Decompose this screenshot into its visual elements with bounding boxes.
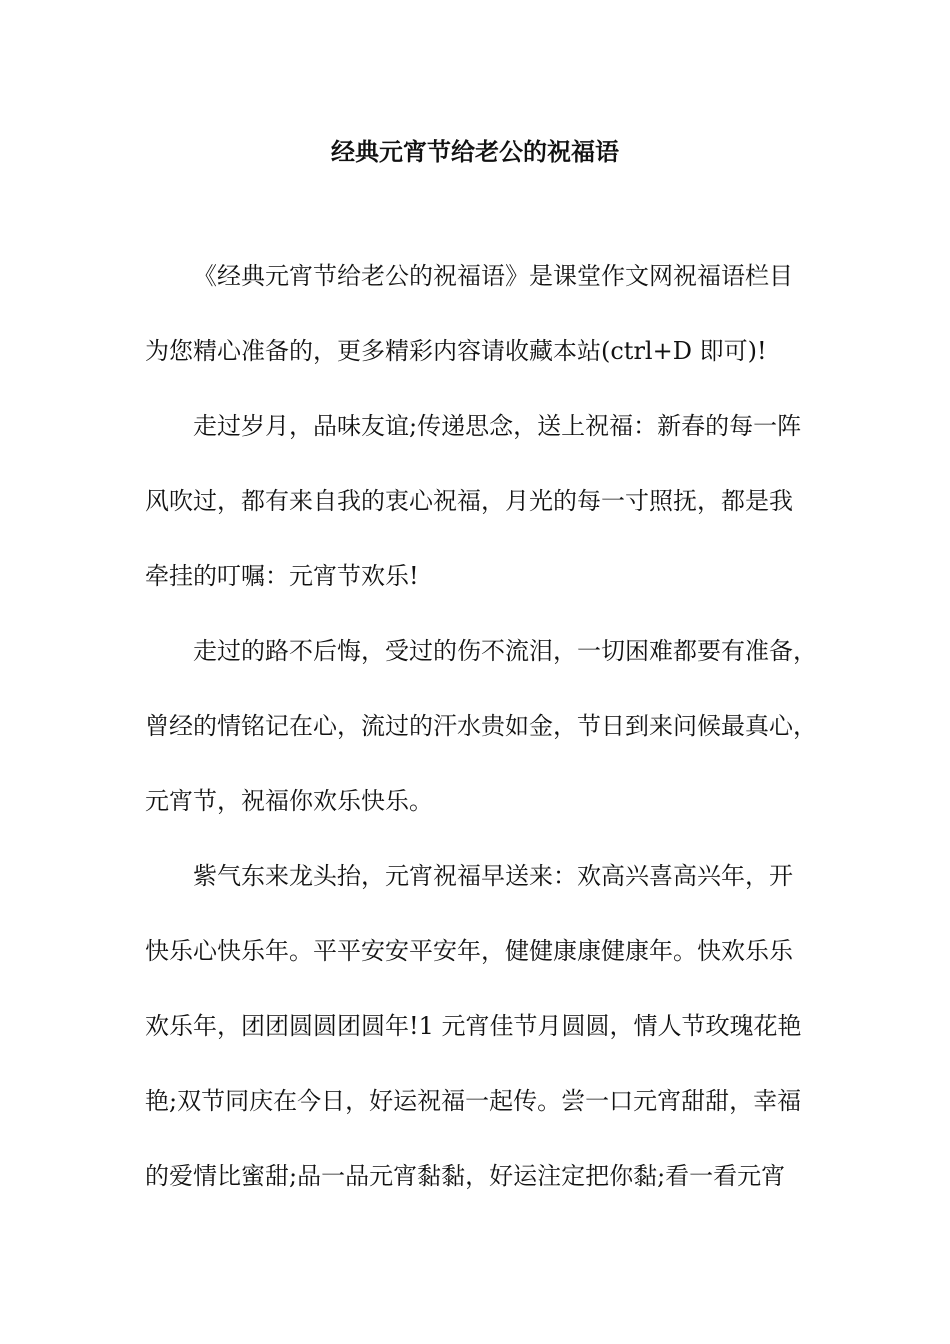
paragraph-line: 的爱情比蜜甜;品一品元宵黏黏，好运注定把你黏;看一看元宵 — [145, 1162, 786, 1190]
paragraph-line: 走过岁月，品味友谊;传递思念，送上祝福：新春的每一阵 — [193, 412, 802, 440]
paragraph-line: 紫气东来龙头抬，元宵祝福早送来：欢高兴喜高兴年，开 — [193, 862, 793, 890]
paragraph-line: 为您精心准备的，更多精彩内容请收藏本站(ctrl+D 即可)! — [145, 337, 767, 365]
paragraph-line: 元宵节，祝福你欢乐快乐。 — [145, 787, 433, 815]
paragraph-line: 牵挂的叮嘱：元宵节欢乐! — [145, 562, 419, 590]
paragraph-line: 欢乐年，团团圆圆团圆年!1 元宵佳节月圆圆，情人节玫瑰花艳 — [145, 1012, 802, 1040]
paragraph-line: 走过的路不后悔，受过的伤不流泪，一切困难都要有准备， — [193, 637, 817, 665]
paragraph-line: 快乐心快乐年。平平安安平安年，健健康康健康年。快欢乐乐 — [145, 937, 793, 965]
paragraph-line: 《经典元宵节给老公的祝福语》是课堂作文网祝福语栏目 — [193, 262, 793, 290]
paragraph-line: 风吹过，都有来自我的衷心祝福，月光的每一寸照抚，都是我 — [145, 487, 793, 515]
document-title: 经典元宵节给老公的祝福语 — [331, 137, 619, 166]
paragraph-line: 曾经的情铭记在心，流过的汗水贵如金，节日到来问候最真心， — [145, 712, 817, 740]
paragraph-line: 艳;双节同庆在今日，好运祝福一起传。尝一口元宵甜甜，幸福 — [145, 1087, 802, 1115]
